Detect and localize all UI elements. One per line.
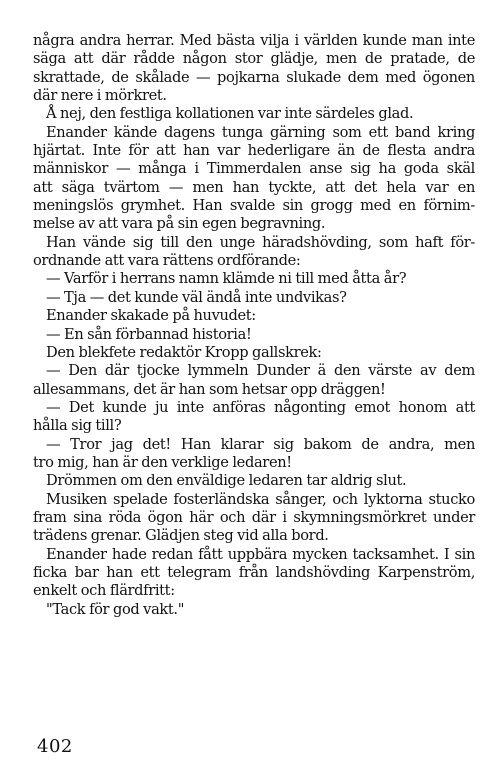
text-line: Han vände sig till den unge häradshövding, som haft för- bbox=[46, 233, 475, 251]
text-line: skrattade, de skålade — pojkarna slukade dem med ögonen bbox=[33, 68, 475, 86]
text-line: enkelt och flärdfritt: bbox=[33, 582, 175, 600]
text-line: meningslös grymhet. Han svalde sin grogg med en förnim- bbox=[33, 197, 475, 215]
text-line: trädens grenar. Glädjen steg vid alla bord. bbox=[33, 527, 329, 545]
text-line: Enander hade redan fått uppbära mycken tacksamhet. I sin bbox=[46, 545, 475, 563]
text-line: hålla sig till? bbox=[33, 417, 122, 435]
text-line: "Tack för god vakt." bbox=[46, 600, 185, 618]
text-line: melse av att vara på sin egen begravning. bbox=[33, 215, 326, 233]
text-line: — Det kunde ju inte anföras någonting emot honom att bbox=[46, 398, 475, 416]
text-line: där nere i mörkret. bbox=[33, 87, 167, 105]
text-line: hjärtat. Inte för att han var hederligare än de flesta andra bbox=[33, 142, 475, 160]
text-line: Å nej, den festliga kollationen var inte särdeles glad. bbox=[46, 105, 414, 123]
text-body bbox=[33, 32, 475, 619]
text-line: ficka bar han ett telegram från landshövding Karpenström, bbox=[33, 563, 475, 581]
text-line: Enander kände dagens tunga gärning som ett band kring bbox=[46, 123, 475, 141]
text-line: Enander skakade på huvudet: bbox=[46, 307, 256, 325]
text-line: människor — många i Timmerdalen anse sig ha goda skäl bbox=[33, 160, 475, 178]
text-line: Drömmen om den enväldige ledaren tar aldrig slut. bbox=[46, 472, 407, 490]
text-line: allesammans, det är han som hetsar opp dräggen! bbox=[33, 380, 386, 398]
text-line: — Tror jag det! Han klarar sig bakom de andra, men bbox=[46, 435, 475, 453]
text-line: fram sina röda ögon här och där i skymningsmörkret under bbox=[33, 508, 475, 526]
text-line: ordnande att vara rättens ordförande: bbox=[33, 252, 301, 270]
text-line: — En sån förbannad historia! bbox=[46, 325, 252, 343]
text-line: tro mig, han är den verklige ledaren! bbox=[33, 453, 292, 471]
text-line: — Tja — det kunde väl ändå inte undvikas? bbox=[46, 288, 347, 306]
text-line: — Den där tjocke lymmeln Dunder ä den värste av dem bbox=[46, 362, 475, 380]
text-line: — Varför i herrans namn klämde ni till med åtta år? bbox=[46, 270, 407, 288]
text-line: Musiken spelade fosterländska sånger, och lyktorna stucko bbox=[46, 490, 475, 508]
text-line: att säga tvärtom — men han tyckte, att det hela var en bbox=[33, 178, 475, 196]
text-line: säga att där rådde någon stor glädje, men de pratade, de bbox=[33, 50, 475, 68]
text-line: Den blekfete redaktör Kropp gallskrek: bbox=[46, 343, 322, 361]
text-line: några andra herrar. Med bästa vilja i världen kunde man inte bbox=[33, 32, 475, 49]
page-number: 402 bbox=[37, 736, 73, 757]
